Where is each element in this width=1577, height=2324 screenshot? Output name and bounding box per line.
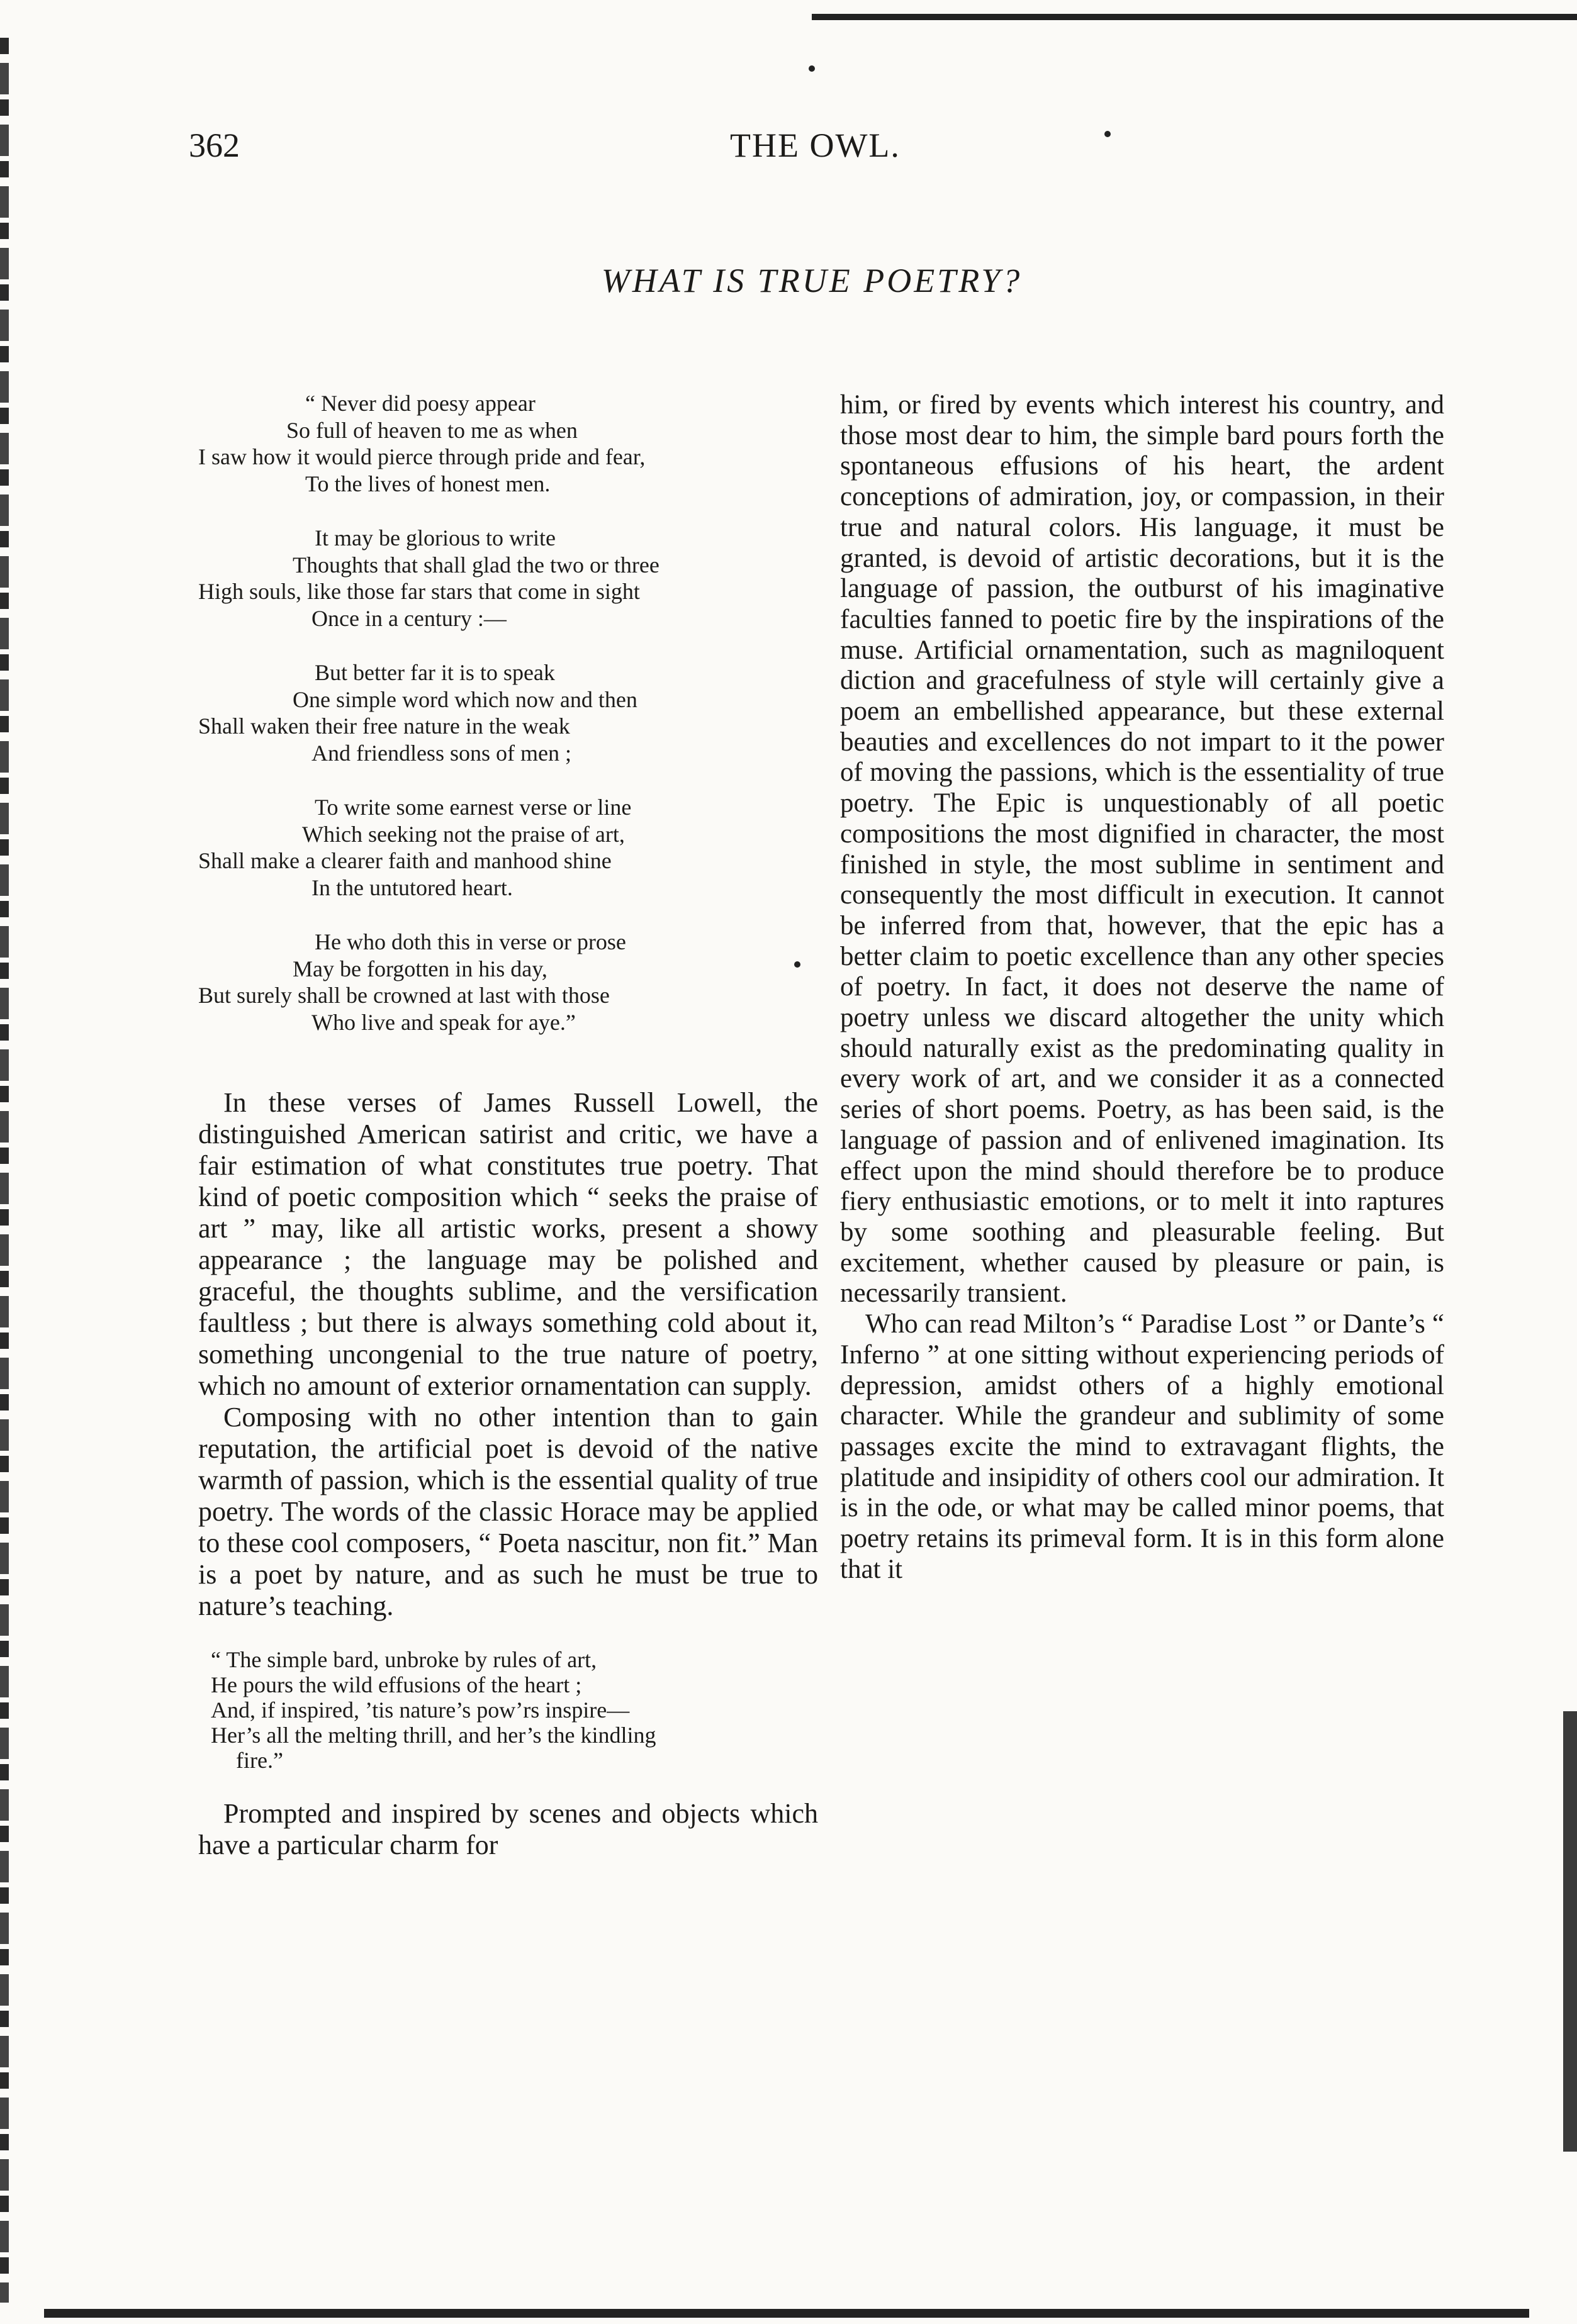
poem-line: Shall waken their free nature in the weak xyxy=(198,713,570,739)
poem-stanza xyxy=(198,659,818,766)
left-prose-end xyxy=(198,1798,818,1861)
paragraph: Composing with no other intention than to gain reputation, the artificial poet is devoid of the native warmth of passion, which is the essential quality of true poetry. The words of the classic Horace may be applied to these cool composers, “ Poeta nascitur, non fit.” Man is a poet by nature, and as such he must be true to nature’s teaching. xyxy=(198,1402,818,1621)
poem-line: To the lives of honest men. xyxy=(305,471,551,496)
poem-stanza xyxy=(198,929,818,1036)
article-title: WHAT IS TRUE POETRY? xyxy=(601,262,1023,299)
poem-line: Thoughts that shall glad the two or three xyxy=(293,552,659,578)
right-column xyxy=(840,390,1444,1585)
quote-line: Her’s all the melting thrill, and her’s the kindling xyxy=(211,1723,656,1748)
quote-line: fire.” xyxy=(236,1748,283,1773)
poem-line: But surely shall be crowned at last with those xyxy=(198,983,610,1008)
binding-edge-left xyxy=(0,38,9,2303)
poem-line: “ Never did poesy appear xyxy=(305,391,536,416)
poem-line: High souls, like those far stars that come in sight xyxy=(198,579,640,604)
running-head xyxy=(189,126,1435,176)
quote-line: “ The simple bard, unbroke by rules of art, xyxy=(211,1647,597,1672)
scan-edge-top xyxy=(812,14,1577,20)
page-number: 362 xyxy=(189,126,240,164)
journal-title: THE OWL. xyxy=(730,126,901,164)
poem-line: So full of heaven to me as when xyxy=(286,417,578,443)
poem-line: But better far it is to speak xyxy=(315,660,555,685)
ink-speck xyxy=(809,65,815,72)
poem-line: Once in a century :— xyxy=(311,605,507,631)
quote-line: He pours the wild effusions of the heart ; xyxy=(211,1672,582,1697)
paragraph: In these verses of James Russell Lowell, the distinguished American satirist and critic, we have a fair estimation of what constitutes true poetry. That kind of poetic composition which “ seeks the praise of art ” may, like all artistic works, present a showy appearance ; the language may be polished and graceful, the thoughts sublime, and the versification faultless ; but there is always something cold about it, something uncongenial to the true nature of poetry, which no amount of exterior ornamentation can supply. xyxy=(198,1087,818,1401)
poem-stanza xyxy=(198,794,818,901)
quote-line: And, if inspired, ’tis nature’s pow’rs inspire— xyxy=(211,1697,630,1723)
left-column xyxy=(198,390,818,1861)
poem-line: He who doth this in verse or prose xyxy=(315,929,626,954)
paragraph: him, or fired by events which interest his country, and those most dear to him, the simple bard pours forth the spontaneous effusions of his heart, the ardent conceptions of admiration, joy, or compassion, in their true and natural colors. His language, it must be granted, is devoid of artistic decorations, but it is the language of passion, the outburst of his imaginative faculties fanned to poetic fire by the inspirations of the muse. Artificial ornamentation, such as magniloquent diction and gracefulness of style will certainly give a poem an embellished appearance, but these external beauties and excellences do not impart to it the power of moving the passions, which is the essentiality of true poetry. The Epic is unquestionably of all poetic compositions the most dignified in character, the most finished in style, the most sublime in sentiment and consequently the most difficult in execution. It cannot be inferred from that, however, that the epic has a better claim to poetic excellence than any other species of poetry. In fact, it does not deserve the name of poetry unless we discard altogether the unity which should naturally exist as the predominating quality in every work of art, and we consider it as a connected series of short poems. Poetry, as has been said, is the language of passion and of enlivened imagination. Its effect upon the mind should therefore be to produce fiery enthusiastic emotions, or to melt it into raptures by some soothing and pleasurable feeling. But excitement, whether caused by pleasure or pain, is necessarily transient. xyxy=(840,390,1444,1309)
paragraph: Prompted and inspired by scenes and objects which have a particular charm for xyxy=(198,1798,818,1860)
scan-edge-bottom xyxy=(44,2309,1529,2318)
block-quote xyxy=(198,1647,818,1773)
poem-line: Who live and speak for aye.” xyxy=(311,1009,576,1035)
poem-line: And friendless sons of men ; xyxy=(311,740,571,766)
poem-line: I saw how it would pierce through pride and fear, xyxy=(198,444,646,469)
poem-line: It may be glorious to write xyxy=(315,525,556,550)
poem-stanza xyxy=(198,390,818,497)
paragraph: Who can read Milton’s “ Paradise Lost ” or Dante’s “ Inferno ” at one sitting without experiencing periods of depression, amidst others of a highly emotional character. While the grandeur and sublimity of some passages excite the mind to extravagant flights, the platitude and insipidity of others cool our admiration. It is in the ode, or what may be called minor poems, that poetry retains its primeval form. It is in this form alone that it xyxy=(840,1309,1444,1584)
left-prose xyxy=(198,1087,818,1622)
poem-line: In the untutored heart. xyxy=(311,874,513,900)
poem-stanza xyxy=(198,525,818,632)
poem-line: May be forgotten in his day, xyxy=(293,956,547,981)
binding-edge-right xyxy=(1563,1711,1577,2152)
poem-line: To write some earnest verse or line xyxy=(315,795,632,820)
poem-line: Which seeking not the praise of art, xyxy=(302,821,625,847)
epigraph-poem xyxy=(198,390,818,1036)
poem-line: One simple word which now and then xyxy=(293,686,637,712)
poem-line: Shall make a clearer faith and manhood shine xyxy=(198,848,612,873)
